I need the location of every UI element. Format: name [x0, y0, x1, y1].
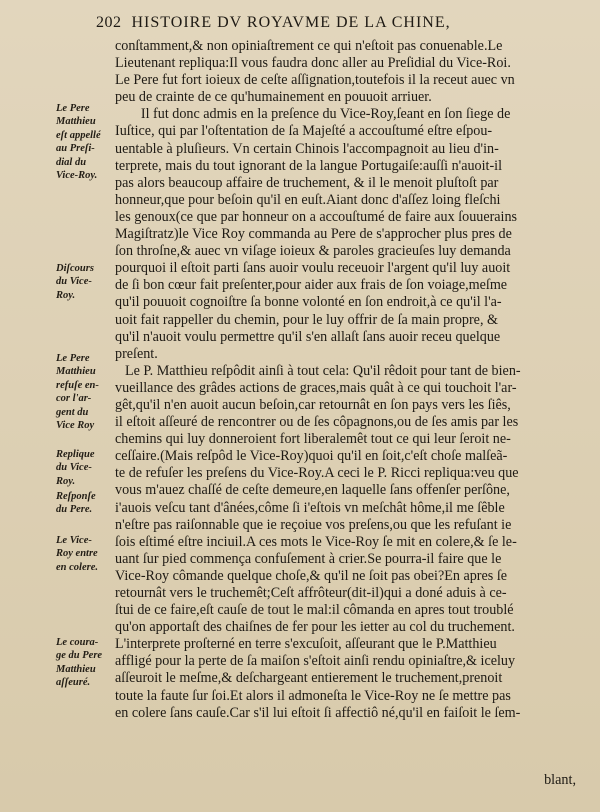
text-line: gêt,qu'il n'en auoit aucun beſoin,car retournât en ſon pays vers les ſiês, — [115, 396, 511, 413]
text-line: il eſtoit aſſeuré de rencontrer ou de ſes côpagnons,ou de ſes amis par les — [115, 414, 519, 431]
text-line: conſtamment,& non opiniaſtrement ce qui n'eſtoit pas conuenable.Le — [115, 38, 503, 54]
text-line: en colere ſans cauſe.Car s'il lui eſtoit ſi affectiô né,qu'il en faiſoit le ſem- — [115, 704, 521, 721]
text-line: Le P. Matthieu reſpôdit ainſi à tout cela: Qu'il rêdoit pour tant de bien- — [124, 362, 521, 379]
text-line: terprete, mais du tout ignorant de la langue Portugaiſe:auſſi n'auoit-il — [115, 157, 503, 174]
text-line: ſon throſne,& auec vn viſage ioieux & paroles gracieuſes luy demanda — [115, 243, 511, 260]
text-line: vueillance des grâdes actions de graces,mais quât à ce qui touchoit l'ar- — [115, 379, 517, 396]
text-line: aſſeuroit le meſme,& deſchargeant entierement le truchement,prenoit — [115, 670, 503, 687]
text-line: toute la faute ſur ſoi.Et alors il admoneſta le Vice-Roy ne ſe mettre pas — [115, 687, 511, 704]
text-line: chemins qui luy donneroient fort liberalemêt tout ce qui leur ſeroit ne- — [115, 431, 511, 448]
text-line: uant ſur pied commença confuſement à crier.Se pourra-il faire que le — [115, 550, 502, 567]
text-line: qu'il n'auoit voulu permettre qu'il s'en allaſt ſans auoir receu quelque — [115, 328, 501, 345]
text-line: ſtui de ce faire,eſt cauſe de tout le mal:il cômanda en apres tout troublé — [115, 602, 514, 619]
marginal-note: Le coura- ge du Pere Matthieu aſſeuré. — [56, 637, 103, 689]
text-line: ceſſaire.(Mais reſpôd le Vice-Roy)quoi qu'il en ſoit,c'eſt choſe malſeã- — [115, 448, 508, 465]
text-line: Iuſtice, qui par l'oſtentation de ſa Majeſté a accouſtumé eſtre eſpou- — [115, 123, 493, 140]
text-line: les genoux(ce que par honneur on a accouſtumé de faire aux ſouuerains — [115, 208, 518, 225]
text-line: uoit fait rappeller du chemin, pour le luy offrir de ſa main propre, & — [115, 311, 499, 328]
text-line: qu'il pouuoit cognoiſtre ſa bonne volonté en ſon endroit,à ce qu'il l'a- — [115, 294, 502, 311]
text-line: uentable à pluſieurs. Vn certain Chinois l'accompagnoit au lieu d'in- — [115, 140, 499, 157]
marginal-note: Le Pere Matthieu eſt appellé au Preſi- dial du Vice-Roy. — [56, 103, 101, 181]
text-line: de ſi bon cœur fait preſenter,pour aider aux frais de ſon voiage,meſme — [115, 277, 508, 294]
text-line: te de refuſer les preſens du Vice-Roy.A ceci le P. Ricci repliqua:veu que — [115, 465, 519, 482]
text-line: Le Pere fut fort ioieux de ceſte aſſignation,toutefois il la receut auec vn — [115, 72, 515, 89]
text-line: L'interprete proſterné en terre s'excuſoit, aſſeurant que le P.Matthieu — [115, 636, 497, 653]
text-line: i'auois veſcu tant d'ânées,côme ſi i'eſtois vn meſchât hôme,il me ſêble — [115, 499, 505, 516]
text-line: vous m'auez chaſſé de ceſte demeure,en laquelle ſans offenſer perſône, — [115, 482, 510, 499]
marginal-note: Diſcours du Vice- Roy. — [56, 263, 94, 301]
text-line: pas alors beaucoup affaire de truchement, & il le menoit pluſtoſt par — [115, 174, 499, 191]
marginal-note: Le Pere Matthieu refuſe en- cor l'ar- gent du Vice Roy — [56, 353, 99, 431]
text-line: honneur,que pour beſoin qu'il en euſt.Aiant donc d'aſſez loing fleſchi — [115, 191, 501, 208]
text-line: qu'on apportaſt des chaiſnes de fer pour les ietter au col du truchement. — [115, 619, 515, 636]
text-line: Lieutenant repliqua:Il vous faudra donc aller au Preſidial du Vice-Roi. — [115, 55, 511, 72]
text-line: Magiſtratz)le Vice Roy commanda au Pere de s'approcher plus pres de — [115, 226, 512, 243]
text-line: n'eſtre pas raiſonnable que ie reçoiue vos preſens,ou que les refuſant ie — [115, 516, 512, 533]
running-header — [96, 14, 570, 36]
text-line: pourquoi il eſtoit parti ſans auoir voulu receuoir l'argent qu'il luy auoit — [115, 260, 511, 277]
text-line: retournât vers le truchemêt;Ceſt affrôteur(dit-il)qui a doné aduis à ce- — [115, 585, 507, 601]
text-line: preſent. — [115, 345, 158, 362]
catchword: blant, — [544, 772, 576, 788]
text-line: Il fut donc admis en la preſence du Vice-Roy,ſeant en ſon ſiege de — [140, 106, 511, 123]
marginal-note: Replique du Vice- Roy. — [56, 449, 95, 487]
text-line: peu de crainte de ce qu'humainement en pouuoit arriuer. — [115, 89, 432, 106]
text-line: ſois eſtimé eſtre inciuil.A ces mots le Vice-Roy ſe mit en colere,& ſe le- — [115, 533, 517, 550]
text-line: Vice-Roy cômande quelque choſe,& qu'il ne ſoit pas obei?En apres ſe — [115, 567, 508, 584]
running-title: HISTOIRE DV ROYAVME DE LA CHINE, — [131, 14, 451, 31]
page-number: 202 — [96, 14, 122, 31]
text-line: affligé pour la perte de ſa maiſon s'eſtoit ainſi rendu opiniaſtre,& iceluy — [115, 653, 516, 670]
main-text — [115, 38, 583, 722]
marginal-note: Le Vice- Roy entre en colere. — [56, 535, 98, 573]
marginal-note: Reſponſe du Pere. — [56, 491, 96, 516]
